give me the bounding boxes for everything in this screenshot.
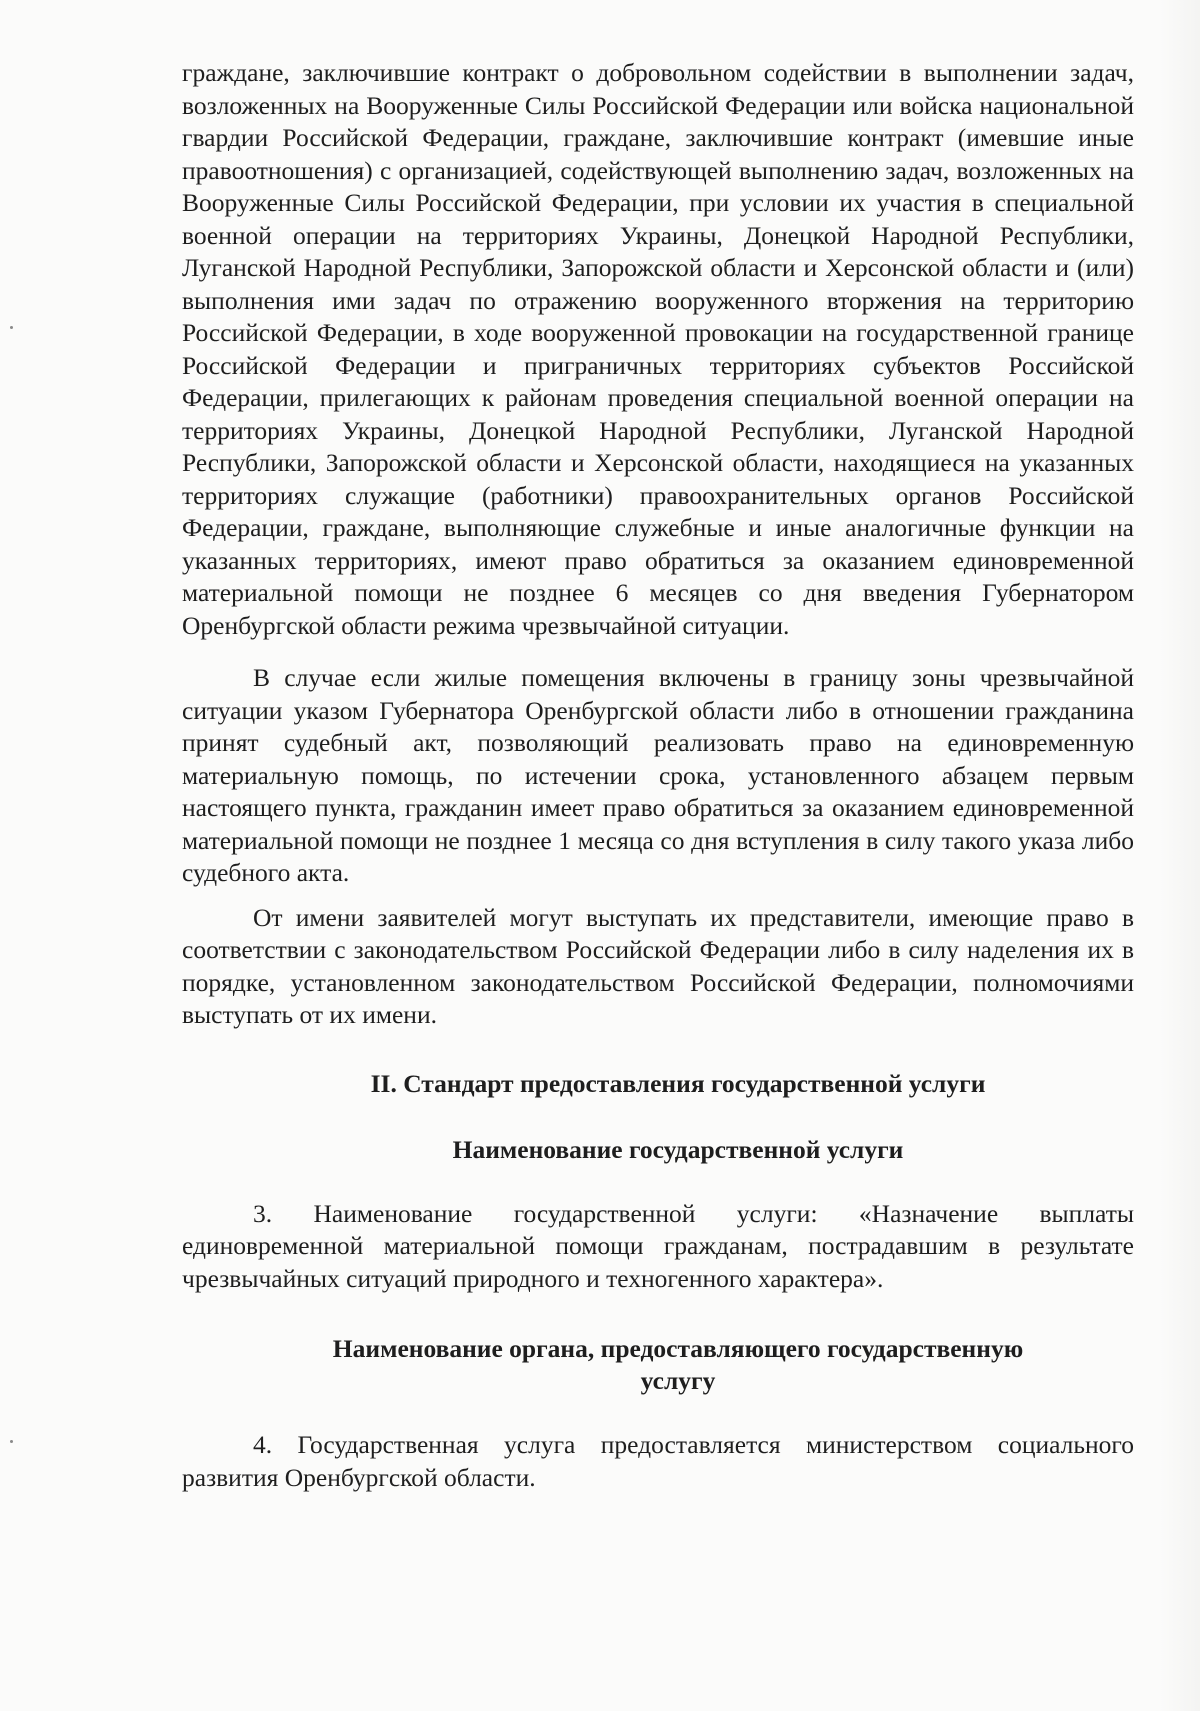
subheading-service-name: Наименование государственной услуги (452, 1134, 904, 1164)
item-3-service-name: 3. Наименование государственной услуги: «Назначение выплаты единовременной материальной помощи гражданам, пострадавшим в результате чрезвычайных ситуаций природного и техногенного характера». (182, 1198, 1134, 1293)
scan-edge-shadow (1160, 0, 1200, 1711)
paragraph-emergency-zone: В случае если жилые помещения включены в границу зоны чрезвычайной ситуации указом Губернатора Оренбургской области либо в отношении гражданина принят судебный акт, позволяющий реализовать право на единовременную материальную помощь, по истечении срока, установленного абзацем первым настоящего пункта, гражданин имеет право обратиться за оказанием единовременной материальной помощи не позднее 1 месяца со дня вступления в силу такого указа либо судебного акта. (182, 663, 1134, 887)
scan-dot-mark (10, 326, 13, 329)
subheading-organ-line1: Наименование органа, предоставляющего государственную (332, 1334, 1024, 1363)
subheading-providing-organ (182, 1333, 1134, 1397)
paragraph-eligible-citizens: граждане, заключившие контракт о добровольном содействии в выполнении задач, возложенных на Вооруженные Силы Российской Федерации или войска национальной гвардии Российской Федерации, граждане, заключившие контракт (имевшие иные правоотношения) с организацией, содействующей выполнению задач, возложенных на Вооруженные Силы Российской Федерации, при условии их участия в специальной военной операции на территориях Украины, Донецкой Народной Республики, Луганской Народной Республики, Запорожской области и Херсонской области и (или) выполнения ими задач по отражению вооруженного вторжения на территорию Российской Федерации, в ходе вооруженной провокации на государственной границе Российской Федерации и приграничных территориях субъектов Российской Федерации, прилегающих к районам проведения специальной военной операции на территориях Украины, Донецкой Народной Республики, Луганской Народной Республики, Запорожской области и Херсонской области, находящиеся на указанных территориях служащие (работники) правоохранительных органов Российской Федерации, граждане, выполняющие служебные и иные аналогичные функции на указанных территориях, имеют право обратиться за оказанием единовременной материальной помощи не позднее 6 месяцев со дня введения Губернатором Оренбургской области режима чрезвычайной ситуации. (182, 58, 1134, 640)
item-4-providing-organ: 4. Государственная услуга предоставляется министерством социального развития Оренбургской области. (182, 1430, 1134, 1492)
section-heading: II. Стандарт предоставления государственной услуги (370, 1068, 986, 1098)
paragraph-representatives: От имени заявителей могут выступать их представители, имеющие право в соответствии с законодательством Российской Федерации либо в силу наделения их в порядке, установленном законодательством Российской Федерации, полномочиями выступать от их имени. (182, 902, 1134, 1029)
subheading-organ-line2: услугу (640, 1366, 716, 1395)
scan-dot-mark (10, 1440, 13, 1443)
